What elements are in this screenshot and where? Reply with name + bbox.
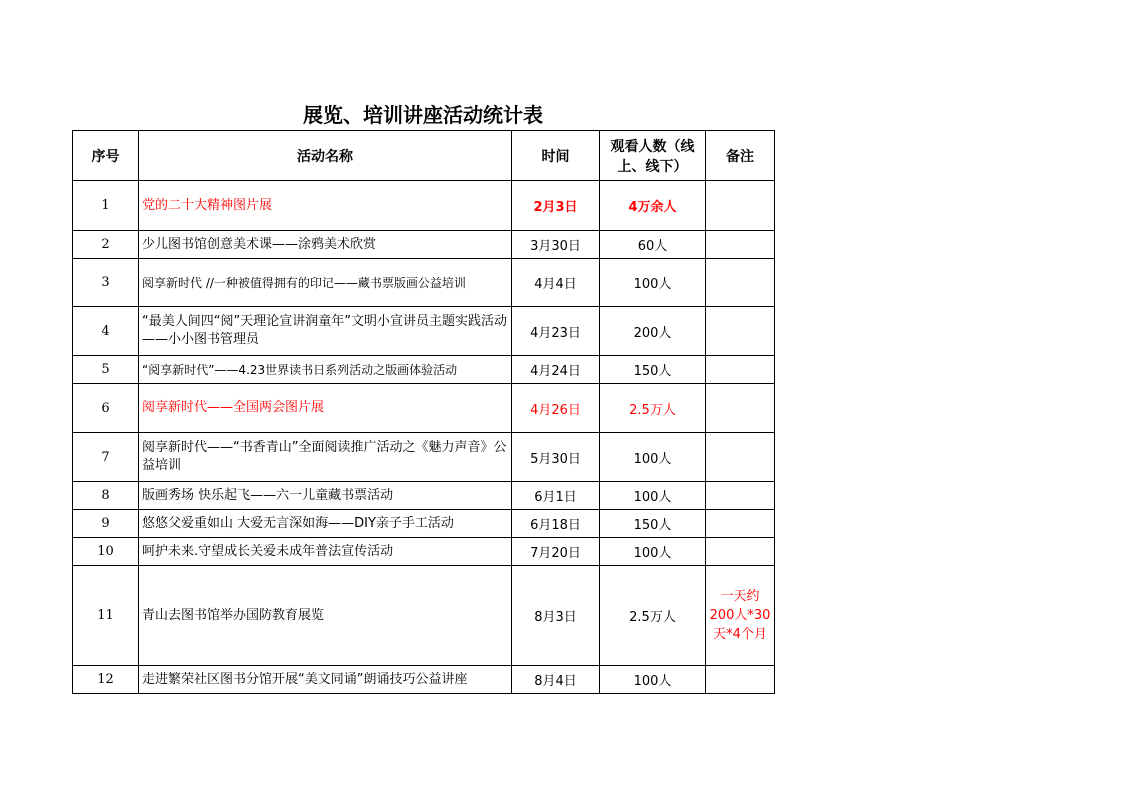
row-time: 3月30日 xyxy=(512,231,600,259)
header-note: 备注 xyxy=(706,131,775,181)
row-name: 阅享新时代——“书香青山”全面阅读推广活动之《魅力声音》公益培训 xyxy=(139,433,512,482)
page-title: 展览、培训讲座活动统计表 xyxy=(303,103,543,127)
row-time: 4月26日 xyxy=(512,384,600,433)
table-row xyxy=(73,538,775,566)
row-count: 150人 xyxy=(600,510,706,538)
row-note xyxy=(706,181,775,231)
row-count: 150人 xyxy=(600,356,706,384)
row-note xyxy=(706,666,775,694)
row-seq: 5 xyxy=(73,356,139,384)
header-name: 活动名称 xyxy=(139,131,512,181)
row-note xyxy=(706,259,775,307)
row-name: 少儿图书馆创意美术课——涂鸦美术欣赏 xyxy=(139,231,512,259)
row-note: 一天约200人*30天*4个月 xyxy=(706,566,775,666)
row-time: 5月30日 xyxy=(512,433,600,482)
row-count: 2.5万人 xyxy=(600,566,706,666)
table-row xyxy=(73,356,775,384)
row-name: 走进繁荣社区图书分馆开展“美文同诵”朗诵技巧公益讲座 xyxy=(139,666,512,694)
row-count: 100人 xyxy=(600,538,706,566)
row-time: 8月4日 xyxy=(512,666,600,694)
row-note xyxy=(706,384,775,433)
row-seq: 3 xyxy=(73,259,139,307)
row-seq: 7 xyxy=(73,433,139,482)
row-name: 悠悠父爱重如山 大爱无言深如海——DIY亲子手工活动 xyxy=(139,510,512,538)
row-name: “最美人间四“阅”天理论宣讲润童年”文明小宣讲员主题实践活动——小小图书管理员 xyxy=(139,307,512,356)
row-name: 阅享新时代 //一种被值得拥有的印记——藏书票版画公益培训 xyxy=(139,259,512,307)
row-note xyxy=(706,433,775,482)
table-row xyxy=(73,566,775,666)
table-row xyxy=(73,259,775,307)
row-count: 100人 xyxy=(600,482,706,510)
row-name: 党的二十大精神图片展 xyxy=(139,181,512,231)
row-count: 100人 xyxy=(600,666,706,694)
row-note xyxy=(706,482,775,510)
row-note xyxy=(706,538,775,566)
row-seq: 4 xyxy=(73,307,139,356)
row-count: 100人 xyxy=(600,433,706,482)
row-seq: 9 xyxy=(73,510,139,538)
table-row xyxy=(73,433,775,482)
row-seq: 12 xyxy=(73,666,139,694)
table-header-row xyxy=(73,131,775,181)
row-time: 8月3日 xyxy=(512,566,600,666)
table-row xyxy=(73,666,775,694)
row-name: 阅享新时代——全国两会图片展 xyxy=(139,384,512,433)
table-row xyxy=(73,181,775,231)
row-note xyxy=(706,307,775,356)
row-seq: 1 xyxy=(73,181,139,231)
header-count: 观看人数（线上、线下） xyxy=(600,131,706,181)
row-time: 6月18日 xyxy=(512,510,600,538)
table-row xyxy=(73,307,775,356)
table-row xyxy=(73,231,775,259)
row-name: 呵护未来.守望成长关爱未成年普法宣传活动 xyxy=(139,538,512,566)
header-time: 时间 xyxy=(512,131,600,181)
row-time: 7月20日 xyxy=(512,538,600,566)
row-time: 6月1日 xyxy=(512,482,600,510)
row-seq: 2 xyxy=(73,231,139,259)
row-time: 4月23日 xyxy=(512,307,600,356)
row-seq: 8 xyxy=(73,482,139,510)
table-row xyxy=(73,510,775,538)
row-seq: 11 xyxy=(73,566,139,666)
table-row xyxy=(73,384,775,433)
row-count: 60人 xyxy=(600,231,706,259)
row-time: 4月4日 xyxy=(512,259,600,307)
row-seq: 10 xyxy=(73,538,139,566)
header-seq: 序号 xyxy=(73,131,139,181)
row-note xyxy=(706,356,775,384)
row-count: 100人 xyxy=(600,259,706,307)
row-count: 4万余人 xyxy=(600,181,706,231)
row-time: 4月24日 xyxy=(512,356,600,384)
row-note xyxy=(706,231,775,259)
activity-stats-table xyxy=(72,130,775,694)
row-note xyxy=(706,510,775,538)
row-name: 青山去图书馆举办国防教育展览 xyxy=(139,566,512,666)
row-count: 200人 xyxy=(600,307,706,356)
row-count: 2.5万人 xyxy=(600,384,706,433)
row-name: “阅享新时代”——4.23世界读书日系列活动之版画体验活动 xyxy=(139,356,512,384)
row-name: 版画秀场 快乐起飞——六一儿童藏书票活动 xyxy=(139,482,512,510)
row-seq: 6 xyxy=(73,384,139,433)
row-time: 2月3日 xyxy=(512,181,600,231)
table-row xyxy=(73,482,775,510)
